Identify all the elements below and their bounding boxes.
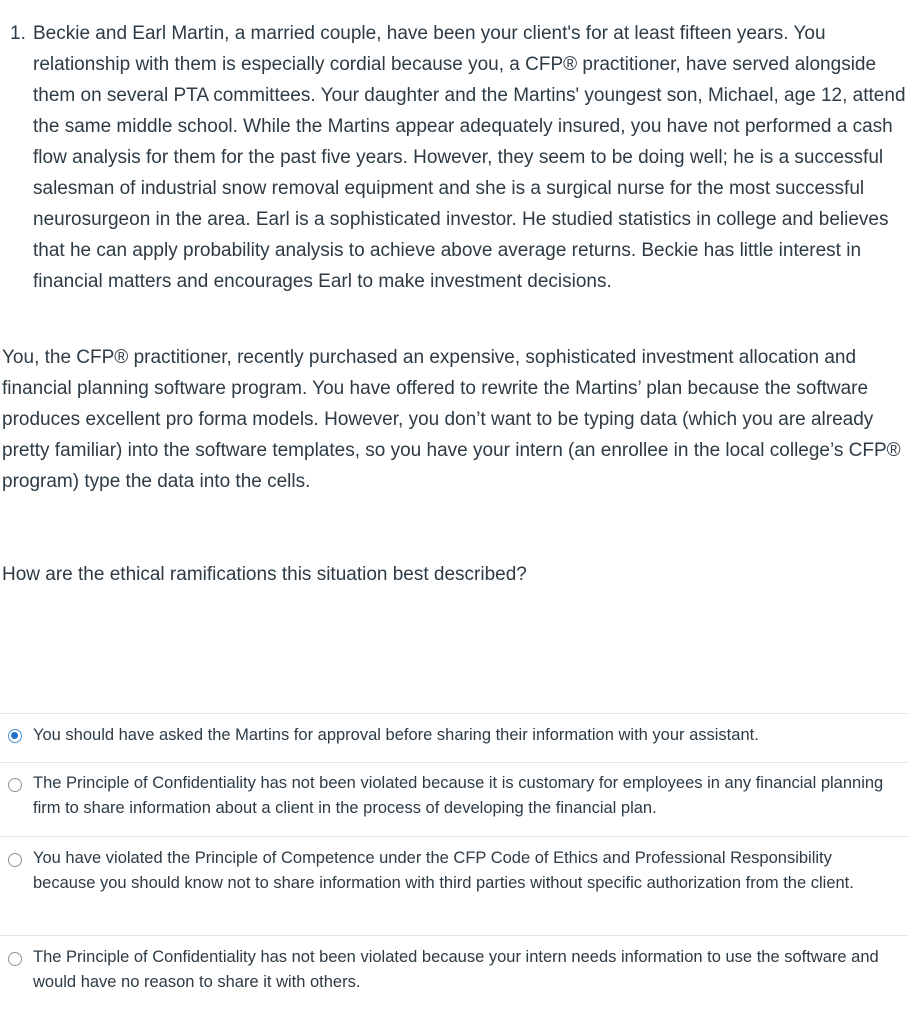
answer-option-text: You have violated the Principle of Competence under the CFP Code of Ethics and Professional Responsibility because you should know not to share information with third parties without specific authorization from the client. bbox=[33, 849, 854, 892]
answer-option-2[interactable] bbox=[0, 762, 908, 836]
radio-button-icon[interactable] bbox=[8, 778, 22, 792]
radio-button-icon[interactable] bbox=[8, 729, 22, 743]
radio-button-icon[interactable] bbox=[8, 853, 22, 867]
answer-option-text: The Principle of Confidentiality has not been violated because it is customary for employees in any financial planning firm to share information about a client in the process of developing the financial plan. bbox=[33, 774, 884, 817]
question-prompt: How are the ethical ramifications this situation best described? bbox=[2, 564, 527, 585]
answer-option-3[interactable] bbox=[0, 836, 908, 935]
question-context-paragraph: You, the CFP® practitioner, recently purchased an expensive, sophisticated investment allocation and financial planning software program. You have offered to rewrite the Martins’ plan because the software produces excellent pro forma models. However, you don’t want to be typing data (which you are already pretty familiar) into the software templates, so you have your intern (an enrollee in the local college’s CFP® program) type the data into the cells. bbox=[2, 347, 901, 492]
radio-button-icon[interactable] bbox=[8, 952, 22, 966]
answer-option-text: You should have asked the Martins for approval before sharing their information with your assistant. bbox=[33, 726, 759, 744]
answer-option-text: The Principle of Confidentiality has not been violated because your intern needs information to use the software and would have no reason to share it with others. bbox=[33, 948, 879, 991]
answer-list bbox=[0, 713, 908, 1015]
answer-option-4[interactable] bbox=[0, 935, 908, 1015]
answer-option-1[interactable] bbox=[0, 713, 908, 762]
question-number: 1. bbox=[10, 23, 26, 44]
question-scenario-paragraph: Beckie and Earl Martin, a married couple, have been your client's for at least fifteen years. You relationship with them is especially cordial because you, a CFP® practitioner, have served alongside them on several PTA committees. Your daughter and the Martins' youngest son, Michael, age 12, attend the same middle school. While the Martins appear adequately insured, you have not performed a cash flow analysis for them for the past five years. However, they seem to be doing well; he is a successful salesman of industrial snow removal equipment and she is a surgical nurse for the most successful neurosurgeon in the area. Earl is a sophisticated investor. He studied statistics in college and believes that he can apply probability analysis to achieve above average returns. Beckie has little interest in financial matters and encourages Earl to make investment decisions. bbox=[33, 23, 906, 292]
